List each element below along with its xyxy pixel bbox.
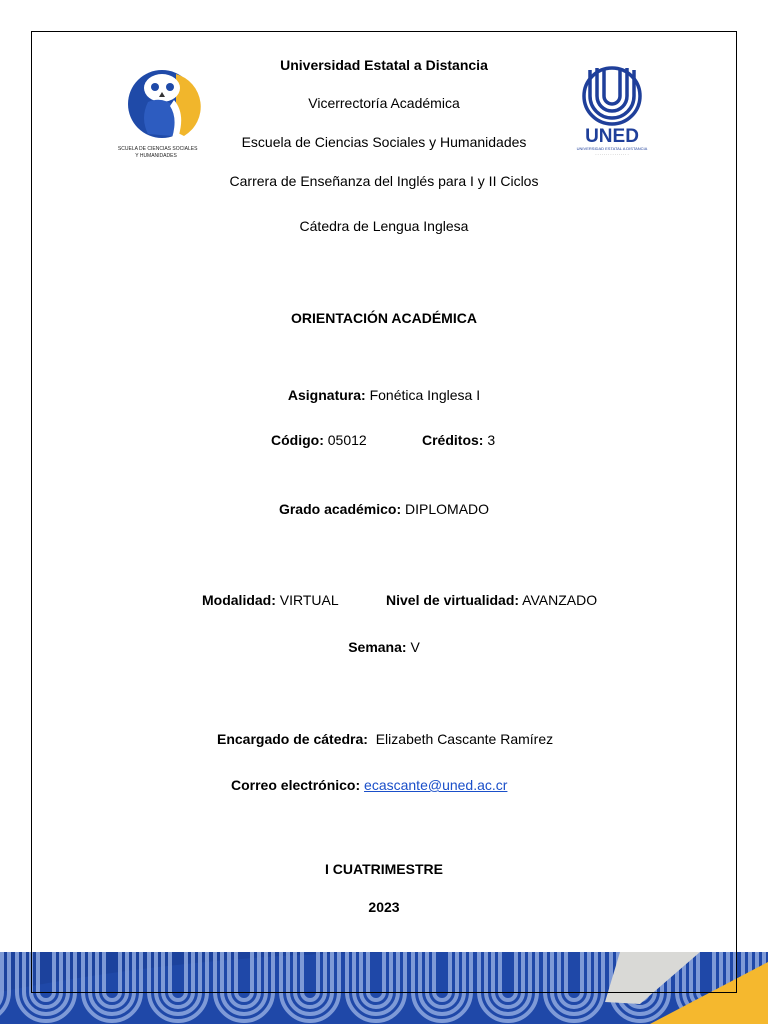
modalidad-value: VIRTUAL — [279, 592, 339, 608]
nivel-label: Nivel de virtualidad: — [386, 592, 520, 608]
creditos-value: 3 — [487, 432, 496, 448]
encargado-label: Encargado de cátedra: — [217, 731, 368, 747]
email-link[interactable]: ecascante@uned.ac.cr — [364, 777, 508, 793]
year: 2023 — [368, 899, 400, 915]
svg-text:UNIVERSIDAD ESTATAL A DISTANCI: UNIVERSIDAD ESTATAL A DISTANCIA — [576, 146, 648, 151]
semana-label: Semana: — [348, 639, 407, 655]
university-name: Universidad Estatal a Distancia — [280, 57, 488, 73]
svg-text:Y HUMANIDADES: Y HUMANIDADES — [135, 153, 177, 159]
grado-label: Grado académico: — [278, 501, 402, 517]
grado-row — [0, 501, 768, 517]
carrera: Carrera de Enseñanza del Inglés para I y II Ciclos — [229, 173, 539, 189]
encargado-row — [217, 731, 553, 747]
asignatura-label: Asignatura: — [287, 387, 366, 403]
semana-row — [0, 639, 768, 655]
correo-row — [231, 777, 507, 793]
svg-text:· · · · · · · · · · · · · · ·: · · · · · · · · · · · · · · · · — [595, 153, 629, 157]
svg-text:UNED: UNED — [585, 126, 639, 147]
correo-label: Correo electrónico: — [231, 777, 361, 793]
semana-value: V — [410, 639, 420, 655]
codigo-value: 05012 — [327, 432, 367, 448]
codigo-row — [271, 432, 367, 448]
uned-pattern-icon — [0, 952, 768, 1024]
catedra: Cátedra de Lengua Inglesa — [299, 218, 469, 234]
creditos-label: Créditos: — [422, 432, 484, 448]
nivel-row — [386, 592, 597, 608]
document-title: ORIENTACIÓN ACADÉMICA — [291, 310, 477, 326]
nivel-value: AVANZADO — [522, 592, 598, 608]
period: I CUATRIMESTRE — [325, 861, 443, 877]
encargado-value: Elizabeth Cascante Ramírez — [375, 731, 554, 747]
grado-value: DIPLOMADO — [405, 501, 490, 517]
svg-text:ESCUELA DE CIENCIAS SOCIALES: ESCUELA DE CIENCIAS SOCIALES — [118, 146, 198, 152]
codigo-label: Código: — [271, 432, 324, 448]
asignatura-row — [0, 387, 768, 403]
creditos-row — [422, 432, 495, 448]
vicerrectoria: Vicerrectoría Académica — [308, 95, 460, 111]
modalidad-label: Modalidad: — [202, 592, 276, 608]
footer-banner — [0, 952, 768, 1024]
escuela: Escuela de Ciencias Sociales y Humanidades — [241, 134, 527, 150]
asignatura-value: Fonética Inglesa I — [369, 387, 481, 403]
modalidad-row — [202, 592, 339, 608]
